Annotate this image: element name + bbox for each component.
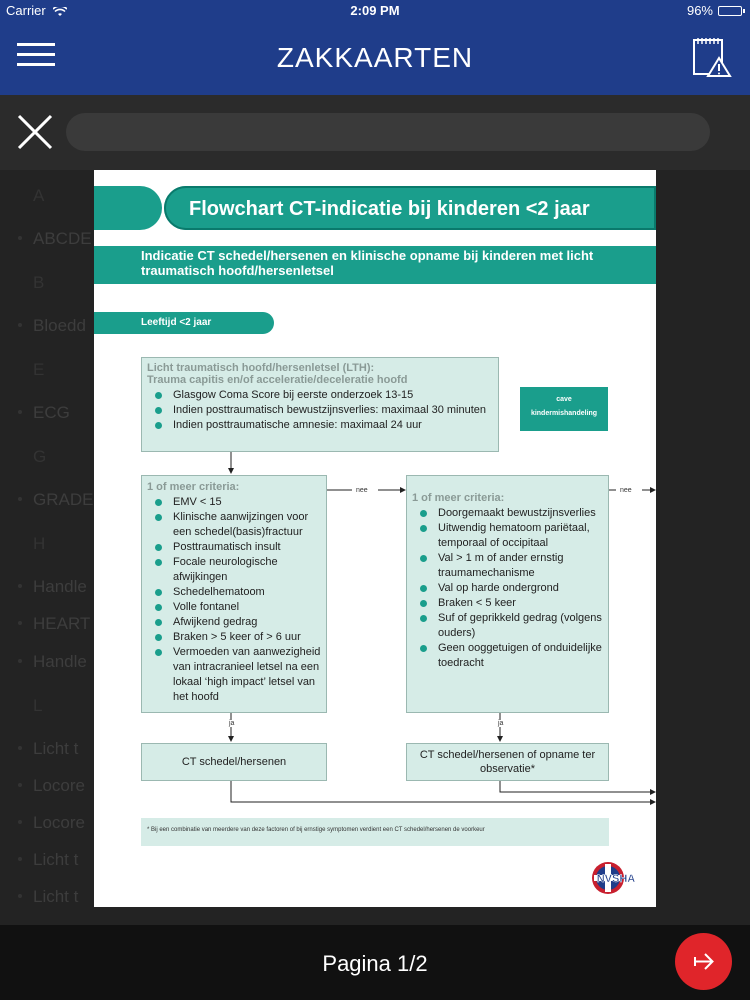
title-banner-stub [94, 186, 162, 230]
age-label: Leeftijd <2 jaar [141, 317, 212, 328]
list-item[interactable]: ABCDE [33, 229, 92, 248]
list-bullet [18, 497, 22, 501]
list-item[interactable]: Locore [33, 776, 85, 795]
list-bullet [18, 584, 22, 588]
criteria-item: Uitwendig hematoom pariëtaal, temporaal of occipitaal [412, 521, 603, 551]
battery-icon [718, 6, 742, 16]
list-item[interactable]: Handle [33, 652, 87, 671]
result-text: CT schedel/hersenen of opname ter observatie* [419, 749, 596, 775]
cave-box [520, 387, 608, 431]
lth-item: Indien posttraumatisch bewustzijnsverlies: maximaal 30 minuten [147, 403, 493, 418]
next-page-button[interactable] [675, 933, 732, 990]
status-bar [0, 0, 750, 20]
list-item[interactable]: Handle [33, 577, 87, 596]
criteria-item: Vermoeden van aanwezigheid van intracranieel letsel na een lokaal ‘high impact’ letsel van het hoofd [147, 645, 321, 705]
result-box-left [141, 743, 327, 781]
section-header: H [33, 534, 46, 553]
list-bullet [18, 783, 22, 787]
cave-label: cave [556, 396, 572, 403]
list-item[interactable]: ECG [33, 403, 70, 422]
list-item[interactable]: Bloedd [33, 316, 86, 335]
ja-label: ja [498, 720, 504, 727]
criteria-item: Val op harde ondergrond [412, 581, 603, 596]
list-item[interactable]: Licht t [33, 887, 79, 906]
section-header: G [33, 447, 47, 466]
document-title: Flowchart CT-indicatie bij kinderen <2 jaar [189, 198, 590, 220]
logo-text: NVSHA [596, 873, 636, 885]
connector-line [500, 781, 655, 792]
criteria-item: Geen ooggetuigen of onduidelijke toedracht [412, 641, 603, 671]
list-bullet [18, 820, 22, 824]
list-item[interactable]: HEART [33, 614, 91, 633]
criteria-box-right [406, 475, 609, 713]
page-title: ZAKKAARTEN [276, 42, 474, 73]
list-bullet [18, 659, 22, 663]
page-indicator: Pagina 1/2 [322, 951, 428, 976]
battery-percentage: 96% [686, 3, 713, 18]
criteria-item: Val > 1 m of ander ernstig traumamechanisme [412, 551, 603, 581]
lth-subheading: Trauma capitis en/of acceleratie/deceleratie hoofd [147, 374, 408, 386]
lth-item: Indien posttraumatische amnesie: maximaal 24 uur [147, 418, 493, 433]
list-bullet [18, 857, 22, 861]
section-header: A [33, 186, 45, 205]
section-header: E [33, 360, 45, 379]
criteria-item: Posttraumatisch insult [147, 540, 321, 555]
criteria-item: Volle fontanel [147, 600, 321, 615]
connector-line [231, 781, 655, 802]
close-icon[interactable] [15, 112, 55, 152]
list-bullet [18, 236, 22, 240]
lth-item: Glasgow Coma Score bij eerste onderzoek 13-15 [147, 388, 493, 403]
battery-indicator [687, 3, 742, 18]
section-header: L [33, 696, 43, 715]
result-box-right [406, 743, 609, 781]
criteria-item: Focale neurologische afwijkingen [147, 555, 321, 585]
list-bullet [18, 894, 22, 898]
list-bullet [18, 746, 22, 750]
criteria-item: Doorgemaakt bewustzijnsverlies [412, 506, 603, 521]
cave-detail: kindermishandeling [530, 410, 598, 417]
nvsha-logo [588, 860, 642, 896]
criteria-item: Schedelhematoom [147, 585, 321, 600]
result-text: CT schedel/hersenen [181, 756, 287, 768]
list-bullet [18, 323, 22, 327]
ja-label: ja [229, 720, 235, 727]
criteria-item: Klinische aanwijzingen voor een schedel(basis)fractuur [147, 510, 321, 540]
footnote: * Bij een combinatie van meerdere van deze factoren of bij ernstige symptomen verdient een CT schedel/hersenen de voorkeur [141, 818, 609, 846]
arrow-right-icon [675, 933, 732, 990]
search-bar [0, 95, 750, 170]
criteria-box-left [141, 475, 327, 713]
criteria-heading: 1 of meer criteria: [412, 492, 505, 504]
lth-box [141, 357, 499, 452]
bottom-bar [0, 925, 750, 1000]
status-time: 2:09 PM [350, 3, 400, 18]
criteria-item: Afwijkend gedrag [147, 615, 321, 630]
nee-label: nee [356, 487, 368, 494]
list-bullet [18, 410, 22, 414]
list-item[interactable]: GRADE [33, 490, 94, 509]
lth-heading: Licht traumatisch hoofd/hersenletsel (LTH): [147, 362, 375, 374]
list-item[interactable]: Licht t [33, 739, 79, 758]
search-input[interactable] [66, 113, 710, 151]
report-warning-icon[interactable] [692, 36, 732, 78]
criteria-item: EMV < 15 [147, 495, 321, 510]
section-header: B [33, 273, 45, 292]
document-page[interactable] [94, 170, 656, 907]
list-item[interactable]: Licht t [33, 850, 79, 869]
list-item[interactable]: Locore [33, 813, 85, 832]
indication-text: Indicatie CT schedel/hersenen en klinische opname bij kinderen met licht traumatisch hoofd/hersenletsel [141, 248, 594, 278]
criteria-item: Suf of geprikkeld gedrag (volgens ouders) [412, 611, 603, 641]
criteria-heading: 1 of meer criteria: [147, 481, 240, 493]
carrier-text: Carrier [6, 3, 46, 18]
criteria-item: Braken < 5 keer [412, 596, 603, 611]
nee-label: nee [620, 487, 632, 494]
list-bullet [18, 621, 22, 625]
criteria-item: Braken > 5 keer of > 6 uur [147, 630, 321, 645]
nav-bar [0, 20, 750, 95]
